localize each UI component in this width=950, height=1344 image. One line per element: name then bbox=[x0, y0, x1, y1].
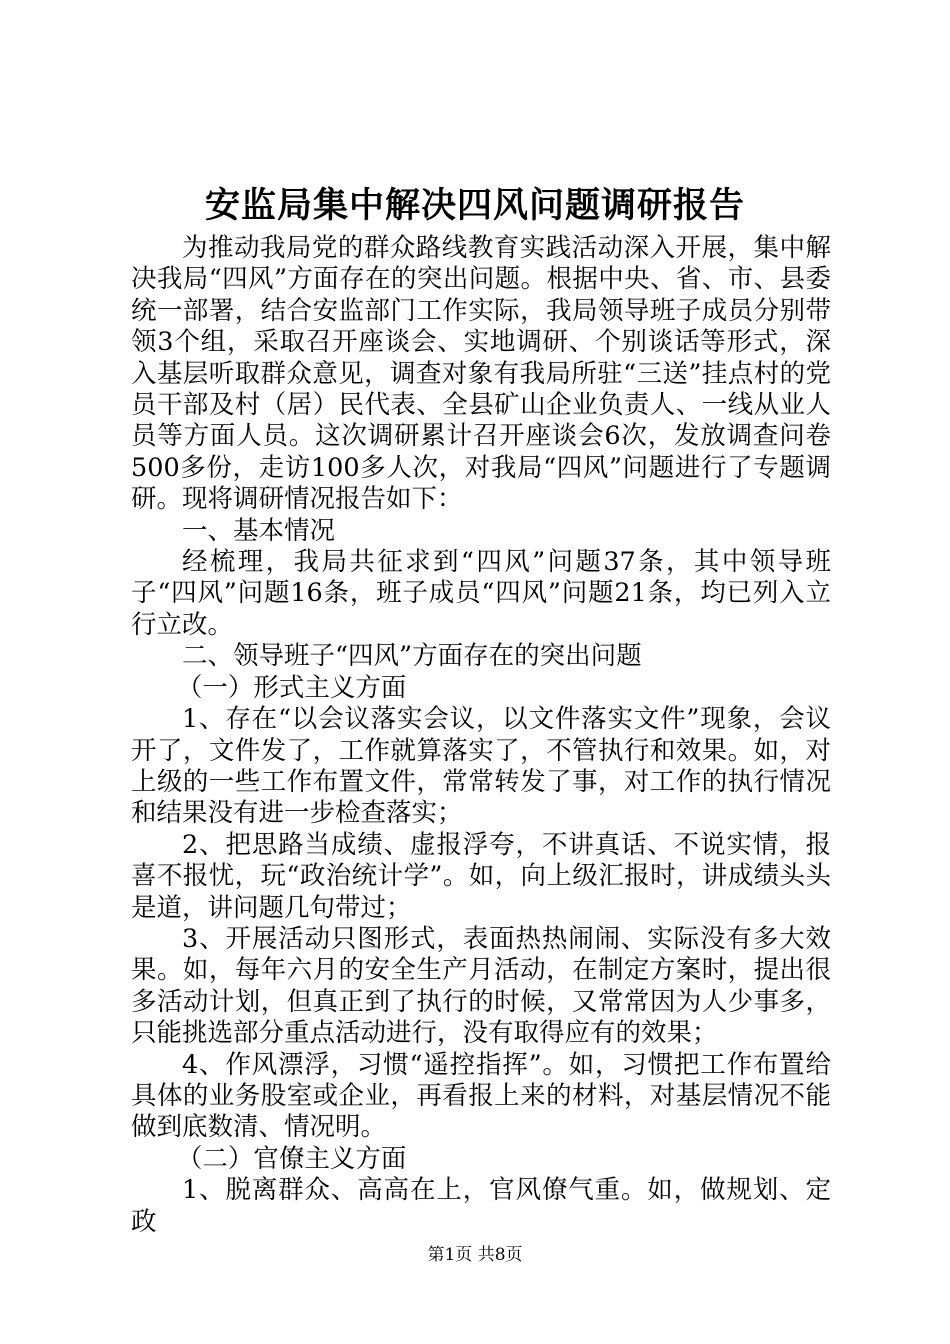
formalism-item-1: 1、存在“以会议落实会议，以文件落实文件”现象，会议开了，文件发了，工作就算落实了，不管执行和效果。如，对上级的一些工作布置文件，常常转发了事，对工作的执行情况和结果没有进一步检查落实； bbox=[131, 704, 831, 829]
page-footer: 第1页 共8页 bbox=[427, 1245, 523, 1265]
subsection-heading-formalism: （一）形式主义方面 bbox=[176, 672, 407, 703]
basic-situation-paragraph: 经梳理，我局共征求到“四风”问题37条，其中领导班子“四风”问题16条，班子成员“四风”问题21条，均已列入立行立改。 bbox=[131, 547, 831, 640]
document-title: 安监局集中解决四风问题调研报告 bbox=[204, 185, 745, 226]
subsection-heading-bureaucratism: （二）官僚主义方面 bbox=[176, 1143, 407, 1174]
bureaucratism-item-1: 1、脱离群众、高高在上，官风僚气重。如，做规划、定政 bbox=[131, 1175, 831, 1237]
intro-paragraph: 为推动我局党的群众路线教育实践活动深入开展，集中解决我局“四风”方面存在的突出问题。根据中央、省、市、县委统一部署，结合安监部门工作实际，我局领导班子成员分别带领3个组，采取召开座谈会、实地调研、个别谈话等形式，深入基层听取群众意见，调查对象有我局所驻“三送”挂点村的党员干部及村（居）民代表、全县矿山企业负责人、一线从业人员等方面人员。这次调研累计召开座谈会6次，发放调查问卷500多份，走访100多人次，对我局“四风”问题进行了专题调研。现将调研情况报告如下： bbox=[131, 233, 831, 515]
section-heading-prominent-problems: 二、领导班子“四风”方面存在的突出问题 bbox=[182, 641, 642, 672]
document-body bbox=[131, 233, 831, 1238]
formalism-item-3: 3、开展活动只图形式，表面热热闹闹、实际没有多大效果。如，每年六月的安全生产月活动，在制定方案时，提出很多活动计划，但真正到了执行的时候，又常常因为人少事多，只能挑选部分重点活动进行，没有取得应有的效果； bbox=[131, 923, 831, 1049]
formalism-item-2: 2、把思路当成绩、虚报浮夸，不讲真话、不说实情，报喜不报忧，玩“政治统计学”。如，向上级汇报时，讲成绩头头是道，讲问题几句带过； bbox=[131, 829, 831, 923]
formalism-item-4: 4、作风漂浮，习惯“遥控指挥”。如，习惯把工作布置给具体的业务股室或企业，再看报上来的材料，对基层情况不能做到底数清、情况明。 bbox=[131, 1049, 831, 1143]
section-heading-basic-situation: 一、基本情况 bbox=[182, 515, 336, 546]
